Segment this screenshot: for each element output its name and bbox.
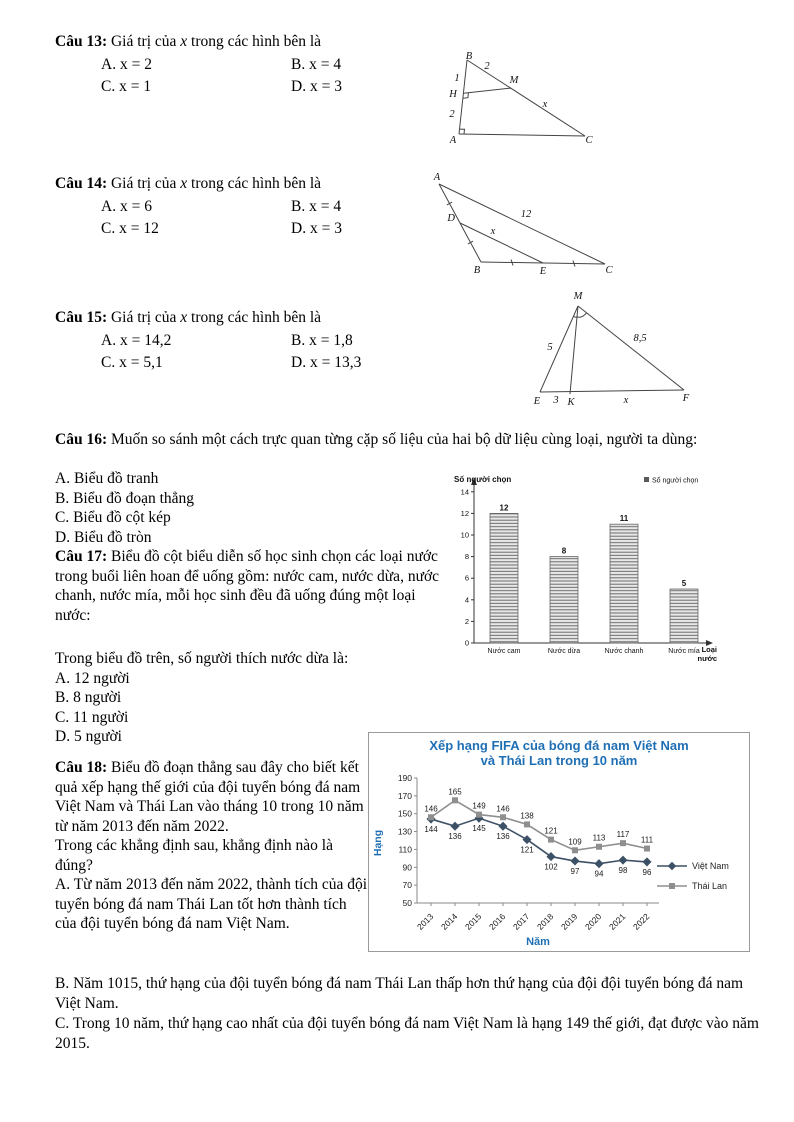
data-label: 149 xyxy=(472,801,486,811)
data-label: 138 xyxy=(520,811,534,821)
y-tick-label: 8 xyxy=(464,552,469,562)
q16-option-d: D. Biểu đồ tròn xyxy=(55,528,152,546)
q17-option-d: D. 5 người xyxy=(55,728,122,745)
series-line-vietnam xyxy=(431,818,647,864)
drinks-bar-chart xyxy=(448,471,718,671)
q18-question: Trong các khẳng định sau, khẳng định nào là đúng? xyxy=(55,837,333,874)
fig14-seg-DE: x xyxy=(490,226,496,237)
q14-option-a: A. x = 6 xyxy=(101,197,152,215)
q15-label: Câu 15: xyxy=(55,309,108,326)
fig15-point-M: M xyxy=(573,291,583,302)
q14-label: Câu 14: xyxy=(55,175,108,192)
right-angle-mark-A xyxy=(460,129,465,134)
marker-square xyxy=(428,814,434,820)
q13-options xyxy=(101,55,447,97)
q15-option-a: A. x = 14,2 xyxy=(101,331,172,349)
q13-label: Câu 13: xyxy=(55,33,108,50)
marker-diamond xyxy=(594,859,603,868)
bar xyxy=(670,589,698,643)
fig14-point-A: A xyxy=(433,172,441,183)
q14-option-c: C. x = 12 xyxy=(101,220,159,237)
fig13-seg-BM: 2 xyxy=(484,61,490,72)
fig15-seg-KF: x xyxy=(623,395,629,406)
line-chart-title-line1: Xếp hạng FIFA của bóng đá nam Việt Nam xyxy=(429,738,689,753)
question-13 xyxy=(55,32,447,97)
question-18 xyxy=(55,758,371,934)
q15-option-b: B. x = 1,8 xyxy=(291,331,353,349)
y-tick-label: 6 xyxy=(464,573,469,583)
q16-label: Câu 16: xyxy=(55,431,108,448)
figure-q14-triangle xyxy=(425,170,615,275)
y-tick-label: 70 xyxy=(402,880,412,891)
q15-var: x xyxy=(180,309,188,326)
figure-q13-triangle xyxy=(443,50,593,150)
q17-label: Câu 17: xyxy=(55,548,108,565)
fig13-seg-HA: 2 xyxy=(449,109,455,120)
y-tick-label: 50 xyxy=(402,898,412,908)
q13-text: Câu 13: Giá trị của x trong các hình bên là xyxy=(55,33,322,50)
angle-arc-EMK xyxy=(574,316,577,317)
q18-label: Câu 18: xyxy=(55,759,108,776)
line-chart-plot xyxy=(369,768,741,950)
marker-square xyxy=(596,844,602,850)
q17-option-c: C. 11 người xyxy=(55,708,129,726)
legend-label: Số người chọn xyxy=(652,477,699,485)
y-tick-label: 4 xyxy=(464,595,469,605)
bar-category-label: Nước dừa xyxy=(547,648,581,655)
fig15-seg-EK: 3 xyxy=(553,395,559,406)
y-tick-label: 190 xyxy=(397,772,412,783)
marker-diamond xyxy=(450,822,459,831)
y-tick-label: 130 xyxy=(397,826,412,837)
x-tick-label: 2019 xyxy=(558,911,580,932)
x-tick-label: 2022 xyxy=(630,911,652,932)
x-tick-label: 2018 xyxy=(534,911,556,932)
marker-square xyxy=(548,837,554,843)
figure-q15-triangle xyxy=(528,288,693,408)
bar-category-label: Nước cam xyxy=(487,648,521,655)
bar xyxy=(550,557,578,643)
marker-diamond xyxy=(570,857,579,866)
bar-value-label: 12 xyxy=(499,503,509,513)
question-16 xyxy=(55,430,703,450)
data-label: 136 xyxy=(496,832,510,842)
data-label: 146 xyxy=(424,804,438,814)
y-tick-label: 170 xyxy=(397,790,412,801)
x-tick-label: 2021 xyxy=(606,911,628,932)
data-label: 145 xyxy=(472,824,486,834)
legend-marker-square xyxy=(669,883,675,889)
x-tick-label: 2014 xyxy=(438,911,460,932)
fig15-point-E: E xyxy=(533,396,541,407)
fig15-seg-ME: 5 xyxy=(547,342,553,353)
bar-value-label: 8 xyxy=(561,546,567,556)
line-chart-xlabel: Năm xyxy=(526,936,550,948)
q13-option-d: D. x = 3 xyxy=(291,78,342,95)
bar-value-label: 5 xyxy=(681,579,687,588)
question-14 xyxy=(55,174,447,239)
bar xyxy=(610,524,638,643)
y-tick-label: 110 xyxy=(398,844,412,855)
question-15 xyxy=(55,308,447,373)
marker-square xyxy=(500,814,506,820)
fig13-point-C: C xyxy=(585,135,593,146)
data-label: 102 xyxy=(544,862,558,872)
q16-option-b: B. Biểu đồ đoạn thẳng xyxy=(55,489,195,507)
bar-chart-xlabel: nước xyxy=(697,654,717,663)
bar-chart-ylabel: Số người chọn xyxy=(454,475,512,484)
data-label: 136 xyxy=(448,832,462,842)
marker-square xyxy=(644,846,650,852)
q14-options xyxy=(101,197,447,239)
q13-option-a: A. x = 2 xyxy=(101,55,152,73)
data-label: 121 xyxy=(520,845,534,855)
bar-value-label: 11 xyxy=(619,514,629,524)
q18-option-b: B. Năm 1015, thứ hạng của đội tuyển bóng đá nam Thái Lan thấp hơn thứ hạng của đội đội tuyển bóng đá nam Việt Nam. xyxy=(55,975,744,1012)
data-label: 96 xyxy=(642,867,652,877)
q15-options xyxy=(101,331,447,373)
marker-diamond xyxy=(642,857,651,866)
y-tick-label: 14 xyxy=(460,487,469,497)
marker-square xyxy=(476,812,482,818)
q15-option-c: C. x = 5,1 xyxy=(101,354,163,371)
q14-option-d: D. x = 3 xyxy=(291,220,342,237)
line-chart-title-line2: và Thái Lan trong 10 năm xyxy=(480,753,638,768)
marker-diamond xyxy=(618,856,627,865)
legend-label: Việt Nam xyxy=(692,861,729,871)
q14-var: x xyxy=(180,175,188,192)
fig13-seg-BH: 1 xyxy=(454,73,460,84)
y-tick-label: 10 xyxy=(460,530,469,540)
data-label: 113 xyxy=(592,833,606,843)
line-chart-title xyxy=(369,738,749,768)
marker-square xyxy=(452,797,458,803)
q14-text: Câu 14: Giá trị của x trong các hình bên là xyxy=(55,175,322,192)
fifa-line-chart-box xyxy=(368,732,750,952)
data-label: 98 xyxy=(618,866,628,876)
q15-text: Câu 15: Giá trị của x trong các hình bên là xyxy=(55,309,322,326)
marker-square xyxy=(524,821,530,827)
fig14-point-E: E xyxy=(539,266,547,277)
q13-option-c: C. x = 1 xyxy=(101,78,152,95)
data-label: 109 xyxy=(568,837,582,847)
fig14-point-D: D xyxy=(447,213,455,224)
fig14-point-B: B xyxy=(473,265,481,276)
bar-category-label: Nước mía xyxy=(668,648,700,655)
x-tick-label: 2017 xyxy=(510,911,532,932)
x-tick-label: 2016 xyxy=(486,911,508,932)
q14-option-b: B. x = 4 xyxy=(291,197,342,215)
y-tick-label: 0 xyxy=(464,638,469,648)
data-label: 121 xyxy=(544,826,558,836)
fig13-point-A: A xyxy=(449,135,457,146)
fig13-seg-MC: x xyxy=(542,99,548,110)
data-label: 111 xyxy=(640,835,654,845)
q15-option-d: D. x = 13,3 xyxy=(291,354,362,371)
q18-options-bc xyxy=(55,974,761,1053)
q17-option-b: B. 8 người xyxy=(55,689,122,706)
q17-text: Câu 17: Biểu đồ cột biểu diễn số học sinh chọn các loại nước trong buổi liên hoan để uống gồm: nước cam, nước dừa, nước chanh, nước mía, mỗi học sinh đều đã uống đúng một loại nước: xyxy=(55,548,440,624)
left-column xyxy=(55,469,451,747)
q13-var: x xyxy=(180,33,188,50)
q18-option-a: A. Từ năm 2013 đến năm 2022, thành tích của đội tuyển bóng đá nam Thái Lan tốt hơn thành tích của đội tuyển bóng đá nam Việt Nam. xyxy=(55,876,368,932)
data-label: 144 xyxy=(424,825,438,835)
y-tick-label: 150 xyxy=(397,808,412,819)
q16-option-a: A. Biểu đồ tranh xyxy=(55,470,159,487)
marker-diamond xyxy=(498,822,507,831)
legend-swatch xyxy=(644,477,649,482)
q18-text: Câu 18: Biểu đồ đoạn thẳng sau đây cho biết kết quả xếp hạng thế giới của đội tuyển bóng đá nam Việt Nam và Thái Lan vào tháng 10 trong 10 năm từ năm 2013 đến năm 2022. xyxy=(55,759,364,835)
fig15-point-K: K xyxy=(567,397,575,408)
y-tick-label: 2 xyxy=(464,616,469,626)
line-chart-ylabel: Hạng xyxy=(372,829,384,857)
q17-option-a: A. 12 người xyxy=(55,669,130,687)
series-line-thailan xyxy=(431,800,647,850)
marker-square xyxy=(572,847,578,853)
bar-chart-xlabel: Loại xyxy=(701,645,717,654)
legend-label: Thái Lan xyxy=(692,881,728,891)
fig13-point-B: B xyxy=(465,51,473,62)
x-tick-label: 2015 xyxy=(462,911,484,932)
fig15-point-F: F xyxy=(682,393,690,404)
q17-subtext: Trong biểu đồ trên, số người thích nước dừa là: xyxy=(55,650,349,667)
bar-plot-area xyxy=(454,475,717,663)
data-label: 146 xyxy=(496,804,510,814)
q16-text: Câu 16: Muốn so sánh một cách trực quan từng cặp số liệu của hai bộ dữ liệu cùng loại, người ta dùng: xyxy=(55,431,698,448)
fig14-seg-AC: 12 xyxy=(520,209,532,220)
fig13-point-H: H xyxy=(449,89,457,100)
y-tick-label: 90 xyxy=(402,862,412,873)
x-tick-label: 2020 xyxy=(582,911,604,932)
q16-option-c: C. Biểu đồ cột kép xyxy=(55,509,171,526)
x-tick-label: 2013 xyxy=(414,911,436,932)
q13-option-b: B. x = 4 xyxy=(291,55,342,73)
q18-option-c: C. Trong 10 năm, thứ hạng cao nhất của đội tuyển bóng đá nam Việt Nam là hạng 149 thế giới, đạt được vào năm 2015. xyxy=(55,1015,759,1052)
marker-square xyxy=(620,840,626,846)
fig14-point-C: C xyxy=(605,265,613,276)
data-label: 97 xyxy=(570,867,580,877)
angle-arc-KMF xyxy=(577,313,587,317)
data-label: 165 xyxy=(448,787,462,797)
bar xyxy=(490,513,518,643)
data-label: 117 xyxy=(616,830,630,840)
y-tick-label: 12 xyxy=(460,508,469,518)
data-label: 94 xyxy=(594,869,604,879)
fig15-seg-MF: 8,5 xyxy=(633,333,647,344)
legend-marker-diamond xyxy=(668,862,676,870)
bar-category-label: Nước chanh xyxy=(604,648,644,655)
fig13-point-M: M xyxy=(509,75,519,86)
